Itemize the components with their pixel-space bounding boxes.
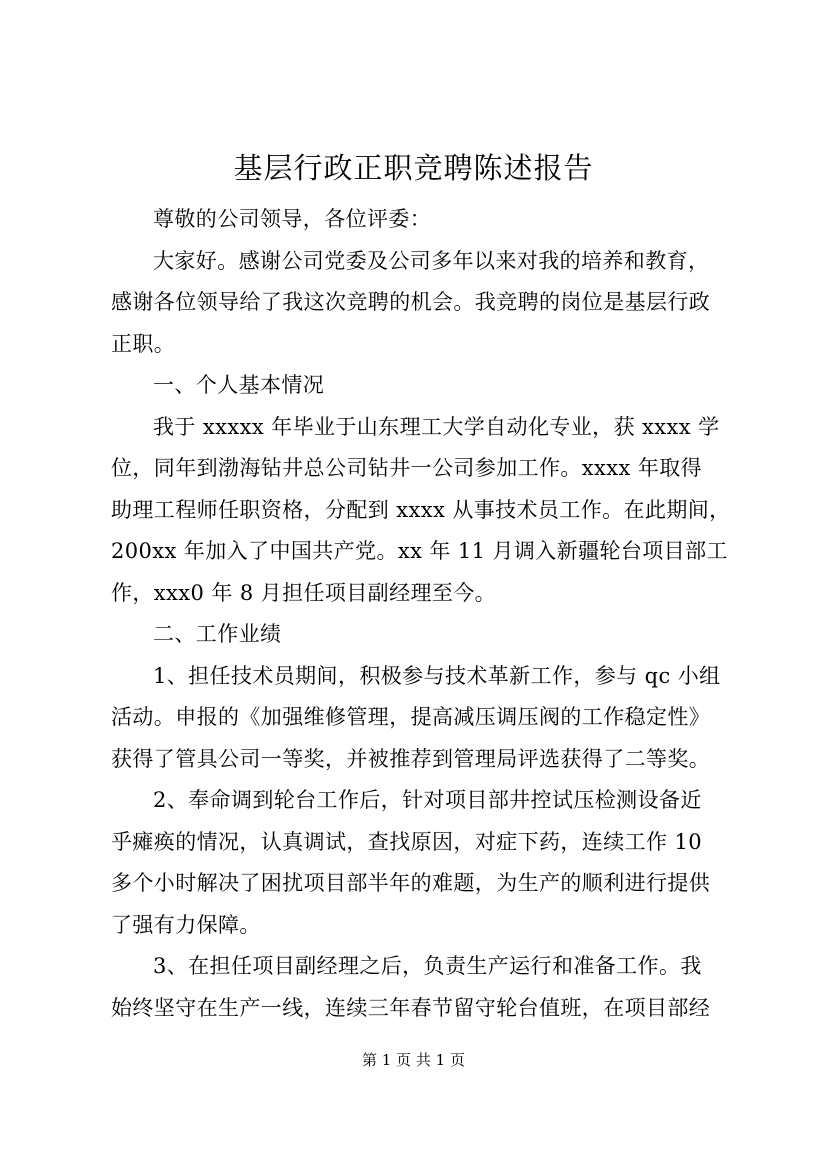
document-body (111, 199, 741, 1029)
paragraph-line: 200xx 年加入了中国共产党。xx 年 11 月调入新疆轮台项目部工 (111, 539, 728, 563)
salutation-line: 尊敬的公司领导，各位评委： (153, 207, 432, 231)
paragraph-line: 活动。申报的《加强维修管理，提高减压调压阀的工作稳定性》 (111, 705, 711, 729)
section-heading: 一、个人基本情况 (153, 373, 325, 397)
paragraph-line: 大家好。感谢公司党委及公司多年以来对我的培养和教育， (153, 248, 710, 273)
page-number-footer: 第 1 页 共 1 页 (362, 1051, 465, 1069)
paragraph-line: 感谢各位领导给了我这次竞聘的机会。我竞聘的岗位是基层行政 (111, 290, 711, 314)
paragraph-line: 2、奉命调到轮台工作后，针对项目部井控试压检测设备近 (153, 788, 702, 812)
paragraph-line: 我于 xxxxx 年毕业于山东理工大学自动化专业，获 xxxx 学 (153, 414, 720, 439)
section-heading: 二、工作业绩 (153, 622, 282, 646)
paragraph-line: 了强有力保障。 (111, 912, 261, 937)
paragraph-line: 助理工程师任职资格，分配到 xxxx 从事技术员工作。在此期间， (111, 497, 731, 522)
paragraph-line: 正职。 (111, 331, 176, 356)
paragraph-line: 获得了管具公司一等奖，并被推荐到管理局评选获得了二等奖。 (111, 746, 711, 771)
paragraph-line: 乎瘫痪的情况，认真调试，查找原因，对症下药，连续工作 10 (111, 829, 702, 854)
document-title: 基层行政正职竞聘陈述报告 (233, 151, 594, 185)
paragraph-line: 始终坚守在生产一线，连续三年春节留守轮台值班，在项目部经 (111, 995, 711, 1020)
paragraph-line: 3、在担任项目副经理之后，负责生产运行和准备工作。我 (153, 954, 702, 978)
paragraph-line: 作，xxx0 年 8 月担任项目副经理至今。 (111, 580, 497, 605)
paragraph-line: 多个小时解决了困扰项目部半年的难题，为生产的顺利进行提供 (111, 871, 711, 895)
paragraph-line: 位，同年到渤海钻井总公司钻井一公司参加工作。xxxx 年取得 (111, 456, 703, 480)
paragraph-line: 1、担任技术员期间，积极参与技术革新工作，参与 qc 小组 (153, 663, 721, 688)
